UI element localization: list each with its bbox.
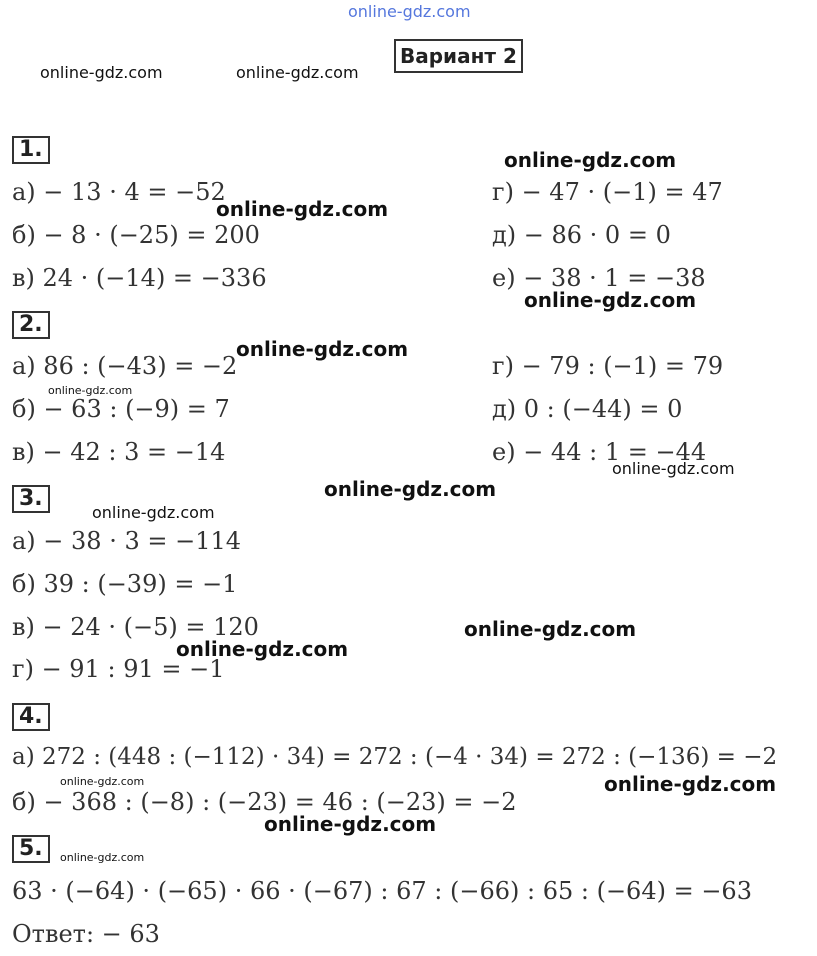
watermark: online-gdz.com (324, 477, 497, 501)
equation: а) 272 : (448 : (−112) · 34) = 272 : (−4 · 34) = 272 : (−136) = −2 (12, 744, 778, 770)
task-number: 2. (12, 311, 50, 339)
task-number: 4. (12, 703, 50, 731)
equation: а) 86 : (−43) = −2 (12, 352, 238, 380)
answer: Ответ: − 63 (12, 920, 160, 948)
watermark: online-gdz.com (48, 384, 133, 397)
equation: в) − 42 : 3 = −14 (12, 438, 226, 466)
equation: б) − 368 : (−8) : (−23) = 46 : (−23) = −2 (12, 788, 517, 816)
watermark: online-gdz.com (236, 63, 359, 82)
equation: в) 24 · (−14) = −336 (12, 264, 267, 292)
watermark: online-gdz.com (92, 503, 215, 522)
watermark: online-gdz.com (604, 772, 777, 796)
watermark: online-gdz.com (60, 851, 145, 864)
equation: 63 · (−64) · (−65) · 66 · (−67) : 67 : (−66) : 65 : (−64) = −63 (12, 877, 752, 905)
equation: д) − 86 · 0 = 0 (492, 221, 671, 249)
equation: в) − 24 · (−5) = 120 (12, 613, 259, 641)
watermark: online-gdz.com (504, 148, 677, 172)
watermark: online-gdz.com (264, 812, 437, 836)
equation: б) − 63 : (−9) = 7 (12, 395, 230, 423)
task-number: 1. (12, 136, 50, 164)
equation: е) − 38 · 1 = −38 (492, 264, 706, 292)
equation: г) − 47 · (−1) = 47 (492, 178, 723, 206)
watermark: online-gdz.com (40, 63, 163, 82)
watermark: online-gdz.com (176, 637, 349, 661)
watermark: online-gdz.com (464, 617, 637, 641)
equation: г) − 79 : (−1) = 79 (492, 352, 724, 380)
watermark-top: online-gdz.com (348, 2, 471, 21)
watermark: online-gdz.com (216, 197, 389, 221)
watermark: online-gdz.com (60, 775, 145, 788)
task-number: 3. (12, 485, 50, 513)
variant-title: Вариант 2 (394, 39, 523, 73)
task-number: 5. (12, 835, 50, 863)
equation: б) − 8 · (−25) = 200 (12, 221, 260, 249)
equation: г) − 91 : 91 = −1 (12, 655, 225, 683)
watermark: online-gdz.com (524, 288, 697, 312)
equation: а) − 38 · 3 = −114 (12, 527, 242, 555)
equation: е) − 44 : 1 = −44 (492, 438, 707, 466)
equation: а) − 13 · 4 = −52 (12, 178, 226, 206)
watermark: online-gdz.com (612, 459, 735, 478)
equation: б) 39 : (−39) = −1 (12, 570, 238, 598)
watermark: online-gdz.com (236, 337, 409, 361)
equation: д) 0 : (−44) = 0 (492, 395, 683, 423)
